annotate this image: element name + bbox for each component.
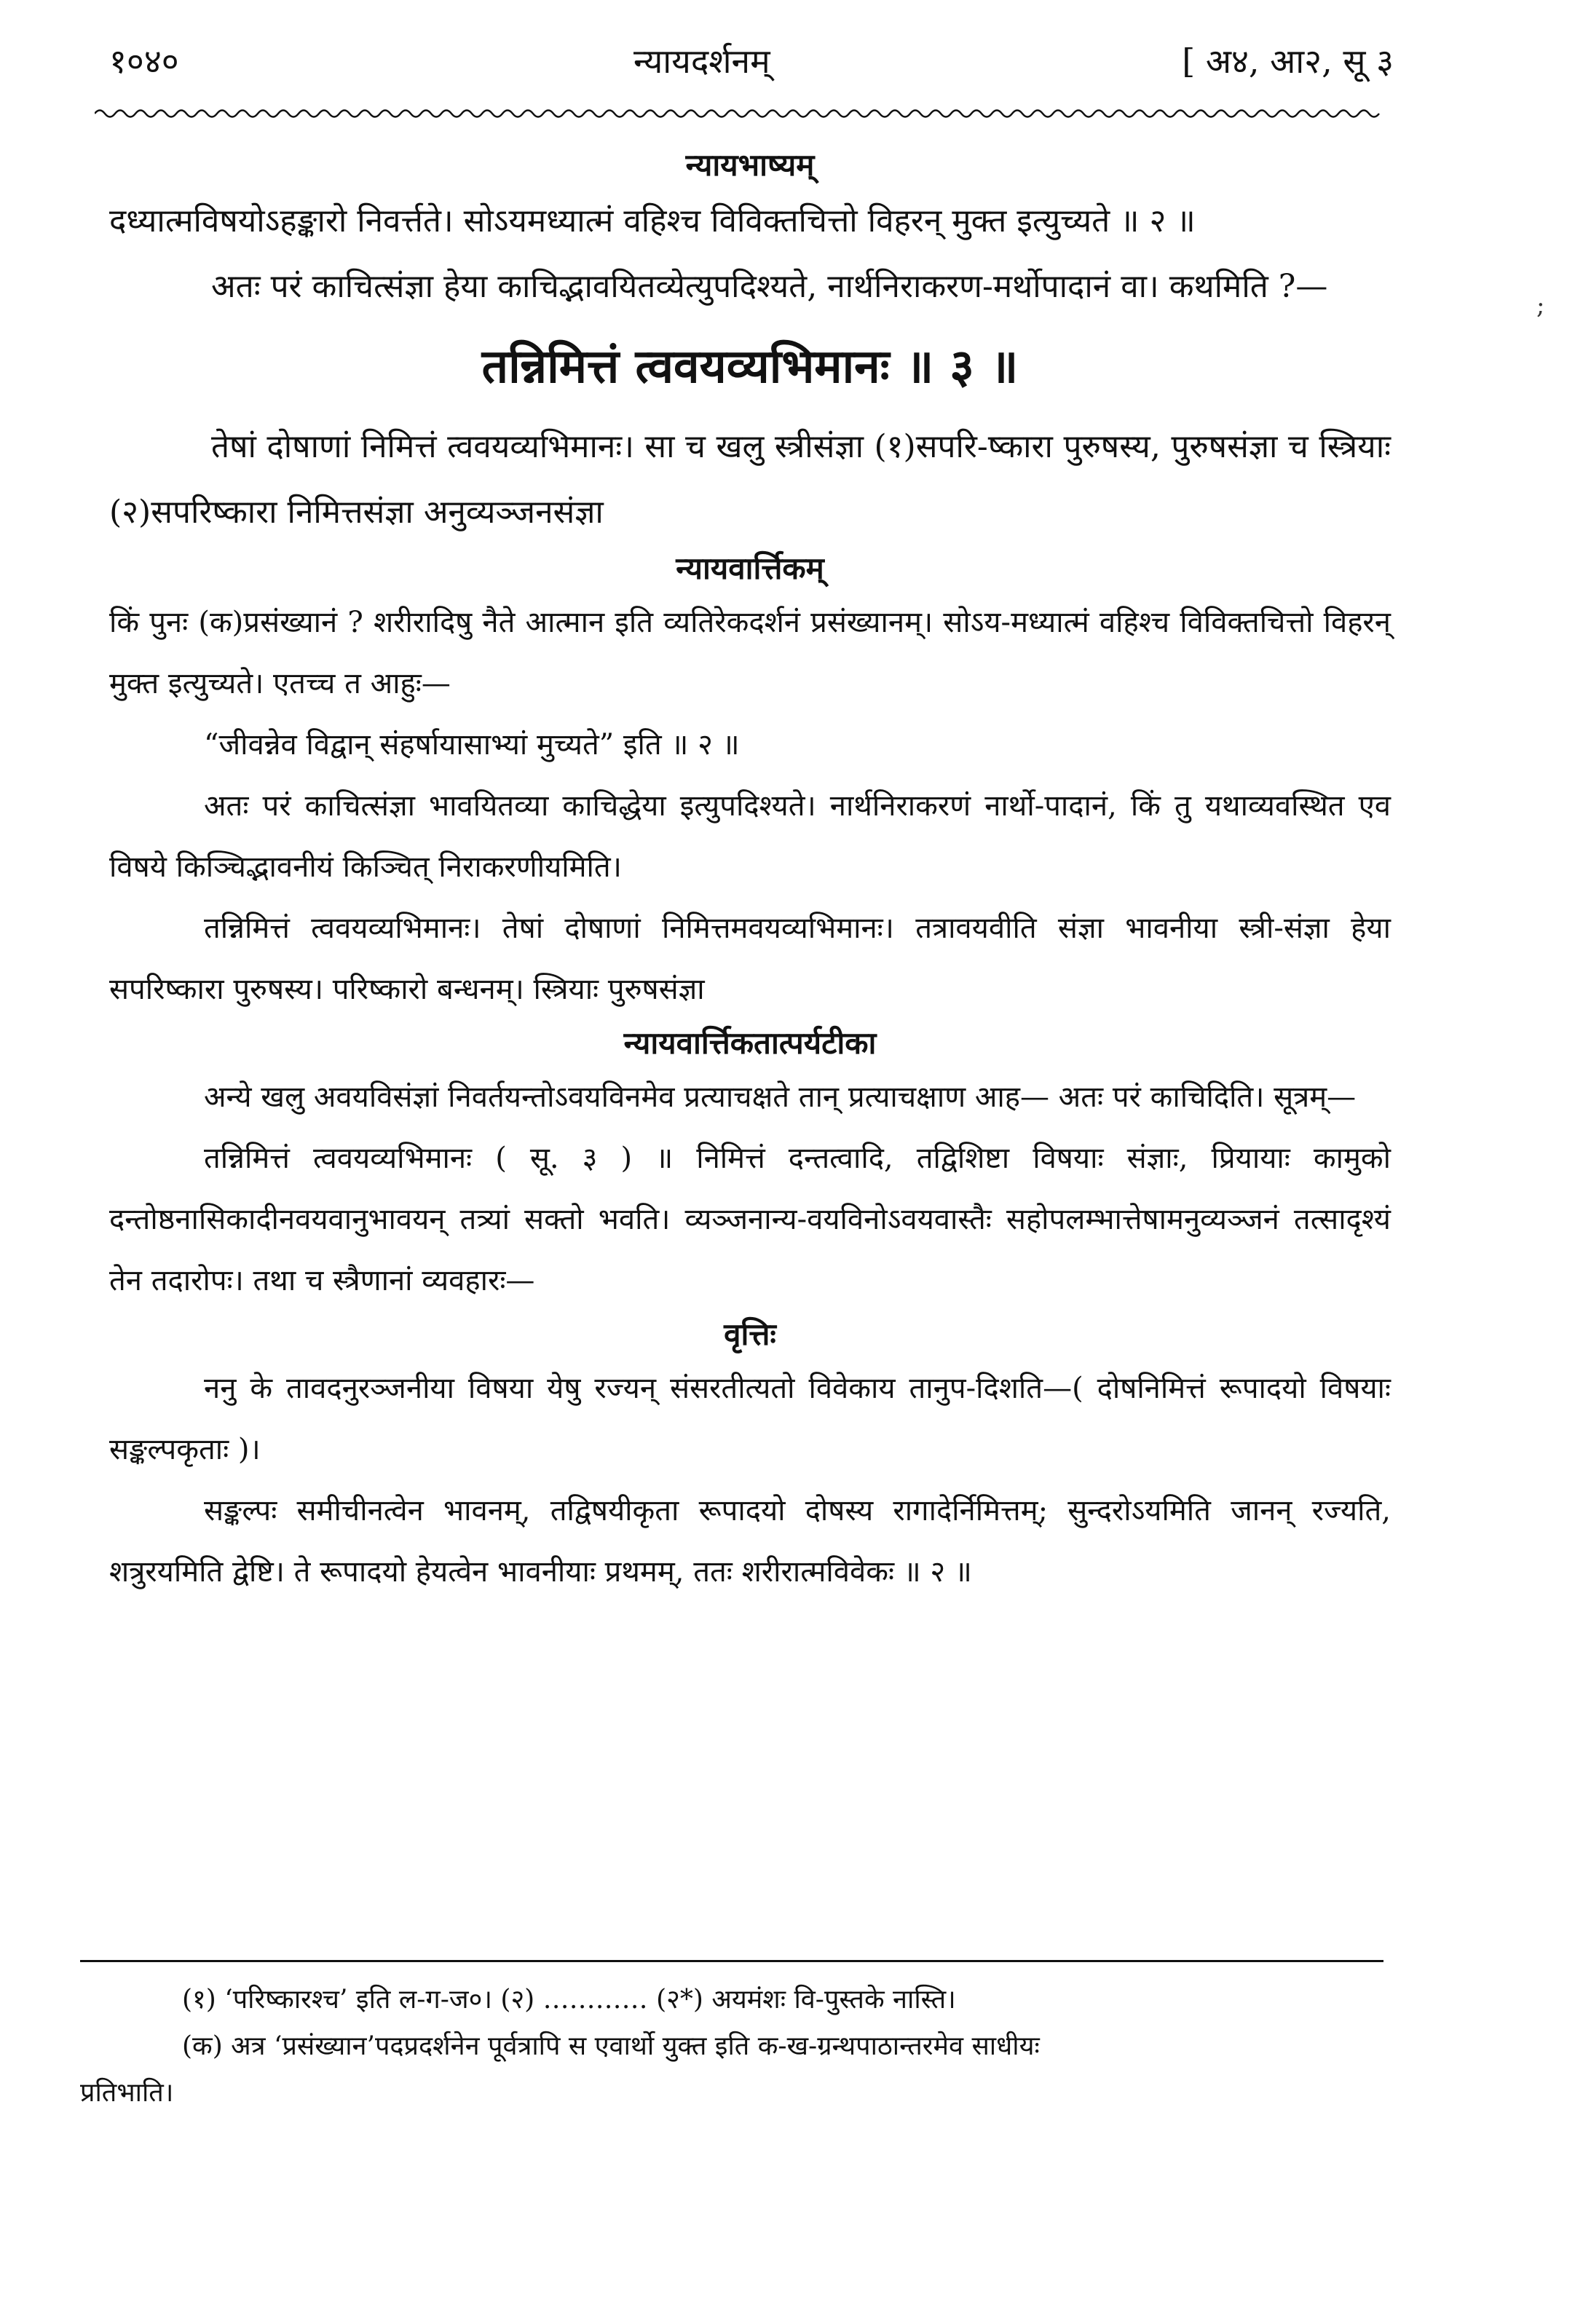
footnote-1: (१) ‘परिष्कारश्च’ इति ल-ग-ज०। (२) ………… (२*) अयमंशः वि-पुस्तके नास्ति।: [182, 1985, 956, 2015]
vartika-paragraph-2: अतः परं काचित्संज्ञा भावयितव्या काचिद्धेया इत्युपदिश्यते। नार्थनिराकरणं नार्थो-पादानं, किं तु यथाव्यवस्थित एव विषये किञ्चिद्भावनीयं किञ्चित् निराकरणीयमिति।: [109, 789, 1391, 884]
header-wavy-rule: [95, 106, 1383, 122]
page-header: [109, 38, 1394, 96]
running-title: न्यायदर्शनम्: [633, 42, 770, 81]
margin-mark: ;: [1536, 291, 1545, 320]
bhashya-heading: न्यायभाष्यम्: [685, 147, 815, 183]
tika-paragraph-2: तन्निमित्तं त्ववयव्यभिमानः ( सू. ३ ) ॥ निमित्तं दन्तत्वादि, तद्विशिष्टा विषयाः संज्ञाः, प्रियायाः कामुको दन्तोष्ठनासिकादीनवयवानुभावयन् तत्र्यां सक्तो भवति। व्यञ्जनान्य-वयविनोऽवयवास्तैः सहोपलम्भात्तेषामनुव्यञ्जनं तत्सादृश्यं तेन तदारोपः। तथा च स्त्रैणानां व्यवहारः—: [109, 1142, 1391, 1297]
footnote-rule: [80, 1960, 1383, 1962]
vritti-heading: वृत्तिः: [724, 1316, 776, 1352]
vritti-paragraph-1: ननु के तावदनुरञ्जनीया विषया येषु रज्यन् संसरतीत्यतो विवेकाय तानुप-दिशति—( दोषनिमित्तं रूपादयो विषयाः सङ्कल्पकृताः )।: [109, 1372, 1391, 1466]
main-content: [109, 142, 1391, 1602]
tika-heading: न्यायवार्त्तिकतात्पर्यटीका: [623, 1025, 877, 1061]
footnote-ka: (क) अत्र ‘प्रसंख्यान’पदप्रदर्शनेन पूर्वत्रापि स एवार्थो युक्त इति क-ख-ग्रन्थपाठान्तरमेव साधीयः: [182, 2031, 1040, 2061]
bhashya-sutra-commentary: तेषां दोषाणां निमित्तं त्ववयव्यभिमानः। सा च खलु स्त्रीसंज्ञा (१)सपरि-ष्कारा पुरुषस्य, पुरुषसंज्ञा च स्त्रियाः (२)सपरिष्कारा निमित्तसंज्ञा अनुव्यञ्जनसंज्ञा: [109, 428, 1391, 531]
footnotes: [80, 1977, 1383, 2116]
section-reference: [ अ४, आ२, सू ३: [1182, 42, 1394, 81]
vartika-paragraph-1: किं पुनः (क)प्रसंख्यानं ? शरीरादिषु नैते आत्मान इति व्यतिरेकदर्शनं प्रसंख्यानम्। सोऽय-मध्यात्मं वहिश्च विविक्तचित्तो विहरन् मुक्त इत्युच्यते। एतच्च त आहुः—: [109, 606, 1391, 700]
vritti-paragraph-2: सङ्कल्पः समीचीनत्वेन भावनम्, तद्विषयीकृता रूपादयो दोषस्य रागादेर्निमित्तम्; सुन्दरोऽयमिति जानन् रज्यति, शत्रुरयमिति द्वेष्टि। ते रूपादयो हेयत्वेन भावनीयाः प्रथमम्, ततः शरीरात्मविवेकः ॥ २ ॥: [109, 1494, 1391, 1589]
vartika-paragraph-3: तन्निमित्तं त्ववयव्यभिमानः। तेषां दोषाणां निमित्तमवयव्यभिमानः। तत्रावयवीति संज्ञा भावनीया स्त्री-संज्ञा हेया सपरिष्कारा पुरुषस्य। परिष्कारो बन्धनम्। स्त्रियाः पुरुषसंज्ञा: [109, 912, 1391, 1006]
bhashya-paragraph-1: दध्यात्मविषयोऽहङ्कारो निवर्त्तते। सोऽयमध्यात्मं वहिश्च विविक्तचित्तो विहरन् मुक्त इत्युच्यते ॥ २ ॥: [109, 202, 1196, 240]
bhashya-paragraph-2: अतः परं काचित्संज्ञा हेया काचिद्भावयितव्येत्युपदिश्यते, नार्थनिराकरण-मर्थोपादानं वा। कथमिति ?—: [211, 268, 1328, 305]
tika-paragraph-1: अन्ये खलु अवयविसंज्ञां निवर्तयन्तोऽवयविनमेव प्रत्याचक्षते तान् प्रत्याचक्षाण आह— अतः परं काचिदिति। सूत्रम्—: [204, 1080, 1357, 1114]
vartika-quote: “जीवन्नेव विद्वान् संहर्षायासाभ्यां मुच्यते” इति ॥ २ ॥: [204, 728, 740, 762]
sutra-text: तन्निमित्तं त्ववयव्यभिमानः ॥ ३ ॥: [481, 339, 1019, 394]
footnote-ka-continuation: प्रतिभाति।: [80, 2078, 174, 2108]
vartika-heading: न्यायवार्त्तिकम्: [676, 550, 824, 586]
page-number: १०४०: [109, 42, 179, 81]
